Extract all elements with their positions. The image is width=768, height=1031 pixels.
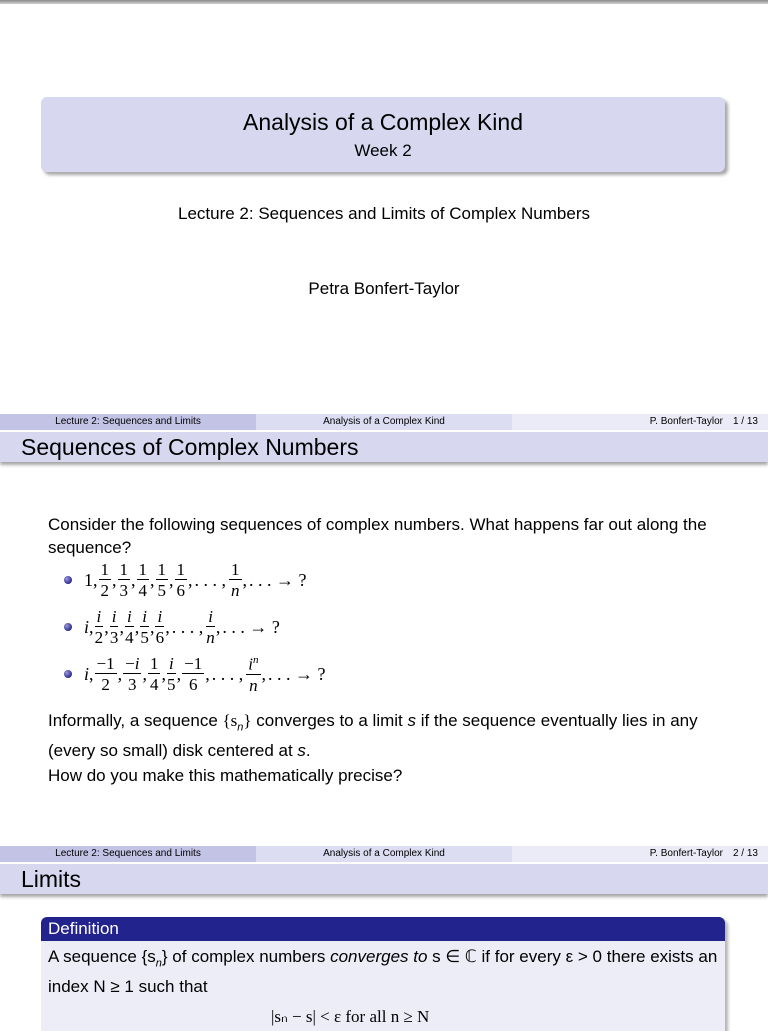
footer-author: P. Bonfert-Taylor [649, 416, 723, 427]
list-item [64, 608, 282, 646]
frame-title: Sequences of Complex Numbers [21, 434, 359, 460]
bullet-icon [64, 576, 72, 584]
top-border [0, 0, 768, 4]
presentation-subtitle: Week 2 [354, 141, 412, 160]
footer-info [512, 846, 768, 862]
frame-title: Limits [21, 866, 82, 892]
slide-footer [0, 414, 768, 430]
bullet-icon [64, 623, 72, 631]
lecture-title: Lecture 2: Sequences and Limits of Complex Numbers [178, 204, 590, 223]
footer-page: 2 / 13 [732, 848, 758, 859]
footer-lecture: Lecture 2: Sequences and Limits [0, 846, 256, 862]
footer-lecture: Lecture 2: Sequences and Limits [0, 414, 256, 430]
frame-title-bar [0, 432, 768, 462]
author-name: Petra Bonfert-Taylor [308, 279, 460, 298]
presentation-title: Analysis of a Complex Kind [243, 109, 523, 135]
footer-page: 1 / 13 [732, 416, 758, 427]
intro-text: Consider the following sequences of complex numbers. What happens far out along the sequence? [48, 515, 707, 557]
list-item [64, 655, 328, 694]
precision-question: How do you make this mathematically precise? [48, 766, 403, 785]
footer-course: Analysis of a Complex Kind [256, 846, 512, 862]
frame-title-bar [0, 864, 768, 894]
informal-definition: Informally, a sequence $\{s_n\}$ converges to a limit s if the sequence eventually lies in any (every so small) disk centered at s. [48, 711, 698, 761]
definition-header [41, 917, 725, 941]
title-block [41, 97, 725, 172]
footer-info [512, 414, 768, 430]
definition-block [41, 941, 725, 1031]
slide-footer [0, 846, 768, 862]
footer-author: P. Bonfert-Taylor [649, 848, 723, 859]
definition-label: Definition [48, 919, 119, 938]
list-item [64, 561, 309, 599]
definition-formula: |sₙ − s| < ε for all n ≥ N [271, 1007, 430, 1026]
sequence-formula: i , $\frac{i}{2}$ , $\frac{i}{3}$ , $\frac{i}{4}$ , $\frac{i}{5}$ , $\frac{i}{6}$ , . . . , $\frac{i}{n}$ , . . . → ? [84, 607, 280, 647]
sequence-formula: i , $\frac{-1}{2}$ , $\frac{-i}{3}$ , $\frac{1}{4}$ , $\frac{i}{5}$ , $\frac{-1}{6}$ , . . . , $\frac{i^n}{n}$ , . . . → ? [84, 654, 326, 695]
bullet-icon [64, 670, 72, 678]
definition-text: A sequence $\{s_n\}$ of complex numbers converges to s ∈ ℂ if for every ε > 0 there exists an index N ≥ 1 such that [48, 947, 718, 997]
footer-course: Analysis of a Complex Kind [256, 414, 512, 430]
sequence-formula: 1, $\frac{1}{2}$ , $\frac{1}{3}$ , $\frac{1}{4}$ , $\frac{1}{5}$ , $\frac{1}{6}$ , . . . , $\frac{1}{n}$ , . . . → ? [84, 560, 307, 600]
